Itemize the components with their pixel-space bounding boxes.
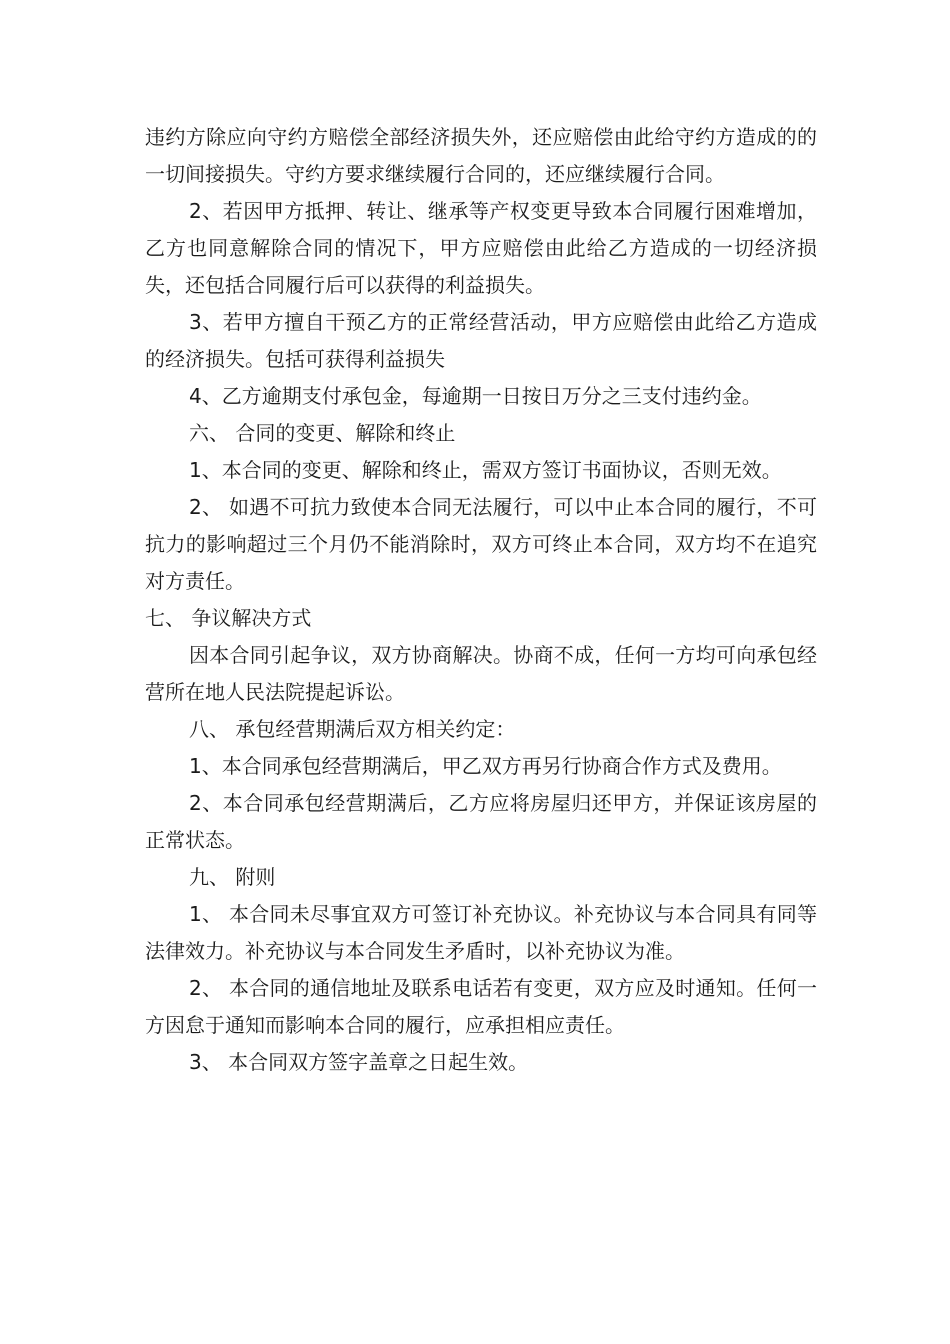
section-heading-7: 七、 争议解决方式 (145, 606, 312, 630)
paragraph-section-6-clause-1: 1、本合同的变更、解除和终止，需双方签订书面协议，否则无效。 (189, 458, 782, 482)
paragraph-section-9-clause-2: 2、 本合同的通信地址及联系电话若有变更，双方应及时通知。任何一方因怠于通知而影响本合同的履行，应承担相应责任。 (145, 976, 817, 1037)
paragraph-section-8-clause-2: 2、本合同承包经营期满后，乙方应将房屋归还甲方，并保证该房屋的正常状态。 (145, 791, 817, 852)
paragraph-section-9-clause-3: 3、 本合同双方签字盖章之日起生效。 (189, 1050, 529, 1074)
section-heading-8: 八、 承包经营期满后双方相关约定： (189, 717, 516, 741)
document-body (145, 119, 817, 1081)
paragraph-section-7-body: 因本合同引起争议，双方协商解决。协商不成，任何一方均可向承包经营所在地人民法院提起诉讼。 (145, 643, 817, 704)
section-heading-9: 九、 附则 (189, 865, 276, 889)
paragraph-breach-compensation: 违约方除应向守约方赔偿全部经济损失外，还应赔偿由此给守约方造成的的一切间接损失。守约方要求继续履行合同的，还应继续履行合同。 (145, 125, 817, 186)
paragraph-section-8-clause-1: 1、本合同承包经营期满后，甲乙双方再另行协商合作方式及费用。 (189, 754, 782, 778)
paragraph-section-6-clause-2: 2、 如遇不可抗力致使本合同无法履行，可以中止本合同的履行，不可抗力的影响超过三个月仍不能消除时，双方可终止本合同，双方均不在追究对方责任。 (145, 495, 817, 593)
section-heading-6: 六、 合同的变更、解除和终止 (189, 421, 456, 445)
paragraph-clause-3-interference: 3、若甲方擅自干预乙方的正常经营活动，甲方应赔偿由此给乙方造成的经济损失。包括可获得利益损失 (145, 310, 817, 371)
paragraph-section-9-clause-1: 1、 本合同未尽事宜双方可签订补充协议。补充协议与本合同具有同等法律效力。补充协议与本合同发生矛盾时，以补充协议为准。 (145, 902, 817, 963)
paragraph-clause-2-property-change: 2、若因甲方抵押、转让、继承等产权变更导致本合同履行困难增加，乙方也同意解除合同的情况下，甲方应赔偿由此给乙方造成的一切经济损失，还包括合同履行后可以获得的利益损失。 (145, 199, 817, 297)
paragraph-clause-4-late-payment: 4、乙方逾期支付承包金，每逾期一日按日万分之三支付违约金。 (189, 384, 762, 408)
